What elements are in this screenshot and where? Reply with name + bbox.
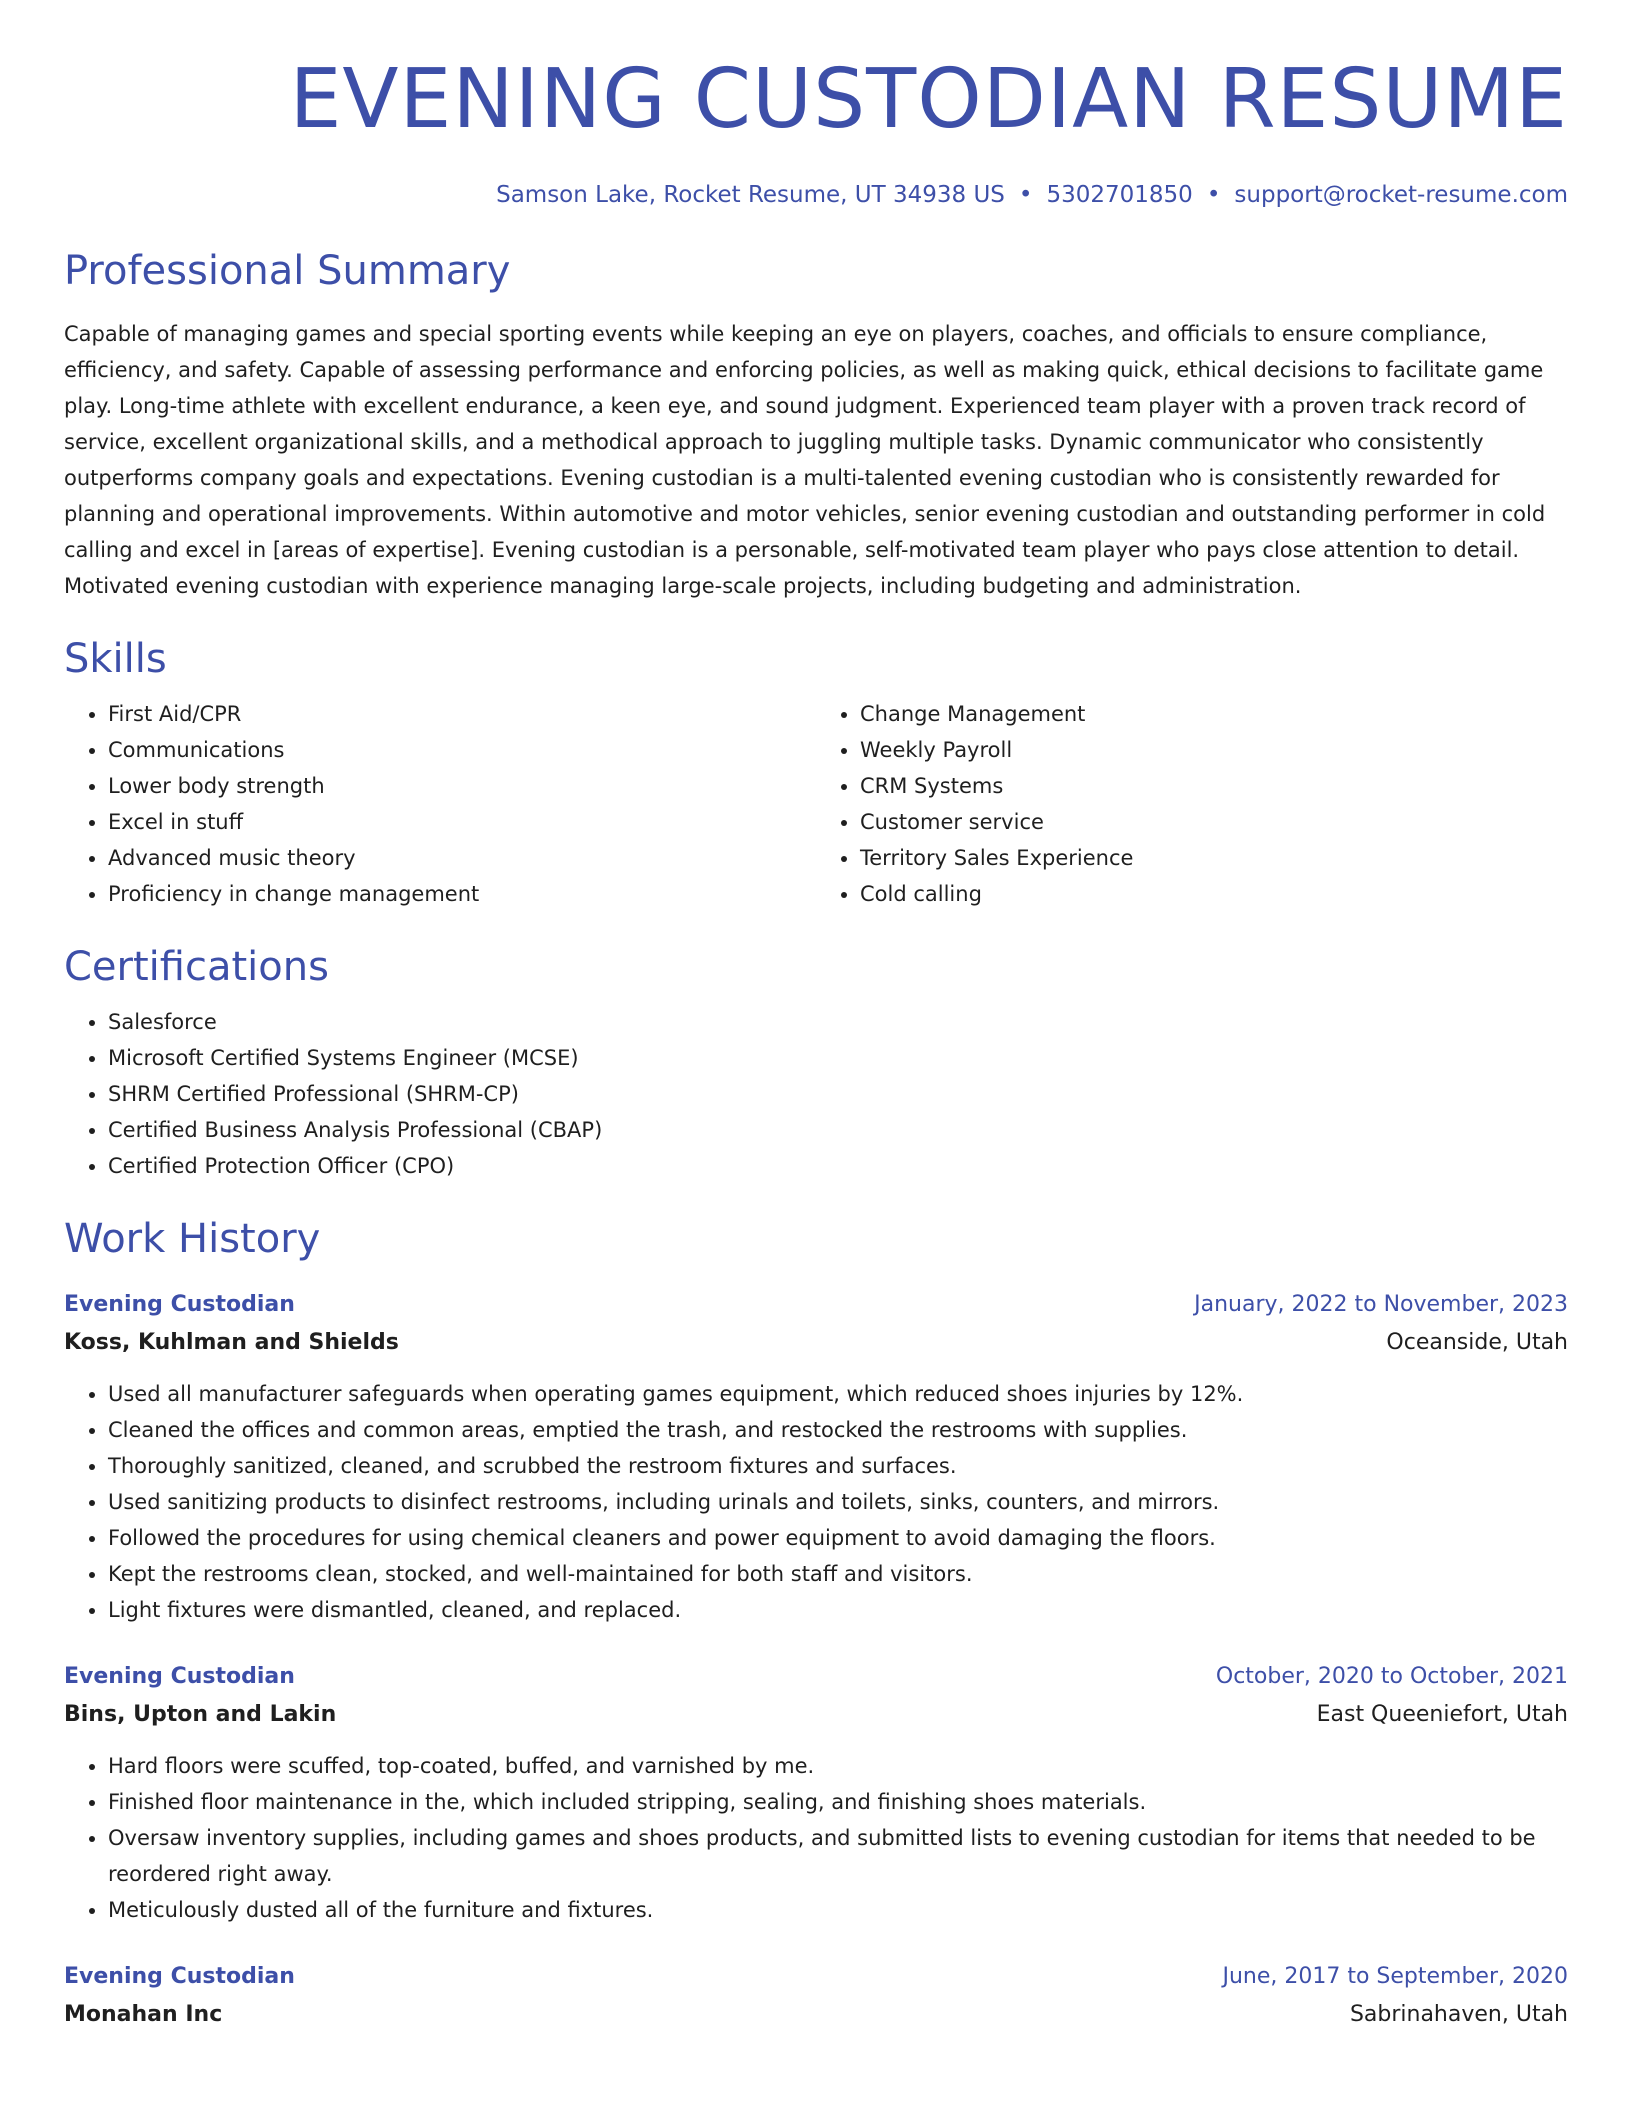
summary-text: Capable of managing games and special sporting events while keeping an eye on players, coaches, and officials to ensure compliance, efficiency, and safety. Capable of assessing performance and enforcing policies, as well as making quick, ethical decisions to facilitate game play. Long-time athlete with excellent endurance, a keen eye, and sound judgment. Experienced team player with a proven track record of service, excellent organizational skills, and a methodical approach to juggling multiple tasks. Dynamic communicator who consistently outperforms company goals and expectations. Evening custodian is a multi-talented evening custodian who is consistently rewarded for planning and operational improvements. Within automotive and motor vehicles, senior evening custodian and outstanding performer in cold calling and excel in [areas of expertise]. Evening custodian is a personable, self-motivated team player who pays close attention to detail. Motivated evening custodian with experience managing large-scale projects, including budgeting and administration.	[64, 322, 1546, 598]
job-title: Evening Custodian	[64, 1292, 295, 1317]
job-duty: • Kept the restrooms clean, stocked, and well-maintained for both staff and visitors.	[108, 1556, 1568, 1592]
job-duty: • Finished floor maintenance in the, which included stripping, sealing, and finishing shoes materials.	[108, 1784, 1568, 1820]
skill-item: • Change Management	[860, 696, 1568, 732]
job-duty: • Cleaned the offices and common areas, emptied the trash, and restocked the restrooms with supplies.	[108, 1412, 1568, 1448]
contact-email: support@rocket-resume.com	[1234, 182, 1568, 208]
job-duty: • Used all manufacturer safeguards when operating games equipment, which reduced shoes injuries by 12%.	[108, 1376, 1568, 1412]
skill-item: • Communications	[108, 732, 816, 768]
skill-item: • First Aid/CPR	[108, 696, 816, 732]
certifications-heading: Certifications	[64, 944, 329, 990]
job-dates: June, 2017 to September, 2020	[1222, 1964, 1568, 1989]
skills-heading: Skills	[64, 636, 167, 682]
skills-columns	[64, 696, 1568, 912]
summary-heading: Professional Summary	[64, 248, 511, 294]
certifications-list	[64, 1004, 1568, 1184]
certification-item: • SHRM Certified Professional (SHRM-CP)	[108, 1076, 1568, 1112]
job-entry	[64, 1658, 1568, 1928]
work-history-heading: Work History	[64, 1216, 321, 1262]
skills-section	[64, 634, 1568, 912]
job-title-row	[64, 1958, 1568, 1996]
job-duties-list	[64, 1376, 1568, 1628]
contact-separator: •	[1018, 182, 1033, 208]
skill-item: • Customer service	[860, 804, 1568, 840]
skill-item: • Lower body strength	[108, 768, 816, 804]
job-title: Evening Custodian	[64, 1964, 295, 1989]
job-company-row	[64, 1996, 1568, 2034]
job-dates: October, 2020 to October, 2021	[1215, 1664, 1568, 1689]
job-location: East Queeniefort, Utah	[1316, 1702, 1568, 1727]
skill-item: • Proficiency in change management	[108, 876, 816, 912]
contact-address: Samson Lake, Rocket Resume, UT 34938 US	[496, 182, 1005, 208]
skill-item: • Advanced music theory	[108, 840, 816, 876]
certifications-section	[64, 942, 1568, 1184]
skill-item: • Cold calling	[860, 876, 1568, 912]
job-entry	[64, 1286, 1568, 1628]
skill-item: • Territory Sales Experience	[860, 840, 1568, 876]
job-location: Sabrinahaven, Utah	[1349, 2002, 1568, 2027]
job-location: Oceanside, Utah	[1386, 1330, 1568, 1355]
contact-phone: 5302701850	[1046, 182, 1193, 208]
work-history-section	[64, 1214, 1568, 2034]
job-title-row	[64, 1658, 1568, 1696]
job-duty: • Thoroughly sanitized, cleaned, and scrubbed the restroom fixtures and surfaces.	[108, 1448, 1568, 1484]
job-duty: • Light fixtures were dismantled, cleaned, and replaced.	[108, 1592, 1568, 1628]
job-duties-list	[64, 1748, 1568, 1928]
certification-item: • Certified Protection Officer (CPO)	[108, 1148, 1568, 1184]
job-title: Evening Custodian	[64, 1664, 295, 1689]
job-dates: January, 2022 to November, 2023	[1194, 1292, 1568, 1317]
certification-item: • Microsoft Certified Systems Engineer (MCSE)	[108, 1040, 1568, 1076]
job-duty: • Meticulously dusted all of the furniture and fixtures.	[108, 1892, 1568, 1928]
job-entry	[64, 1958, 1568, 2034]
job-duty: • Used sanitizing products to disinfect restrooms, including urinals and toilets, sinks, counters, and mirrors.	[108, 1484, 1568, 1520]
job-company-row	[64, 1696, 1568, 1734]
job-title-row	[64, 1286, 1568, 1324]
job-duty: • Hard floors were scuffed, top-coated, buffed, and varnished by me.	[108, 1748, 1568, 1784]
resume-title: EVENING CUSTODIAN RESUME	[289, 52, 1568, 147]
certification-item: • Certified Business Analysis Professional (CBAP)	[108, 1112, 1568, 1148]
skill-item: • Excel in stuff	[108, 804, 816, 840]
skills-list-right	[816, 696, 1568, 912]
job-company: Koss, Kuhlman and Shields	[64, 1330, 399, 1355]
job-company-row	[64, 1324, 1568, 1362]
job-company: Monahan Inc	[64, 2002, 223, 2027]
contact-line	[64, 180, 1568, 210]
contact-separator: •	[1206, 182, 1221, 208]
summary-section	[64, 246, 1568, 604]
job-duty: • Followed the procedures for using chemical cleaners and power equipment to avoid damaging the floors.	[108, 1520, 1568, 1556]
skill-item: • Weekly Payroll	[860, 732, 1568, 768]
job-company: Bins, Upton and Lakin	[64, 1702, 337, 1727]
certification-item: • Salesforce	[108, 1004, 1568, 1040]
skill-item: • CRM Systems	[860, 768, 1568, 804]
job-duty: • Oversaw inventory supplies, including games and shoes products, and submitted lists to evening custodian for items that needed to be reordered right away.	[108, 1820, 1568, 1892]
resume-header	[64, 0, 1568, 210]
skills-list-left	[64, 696, 816, 912]
